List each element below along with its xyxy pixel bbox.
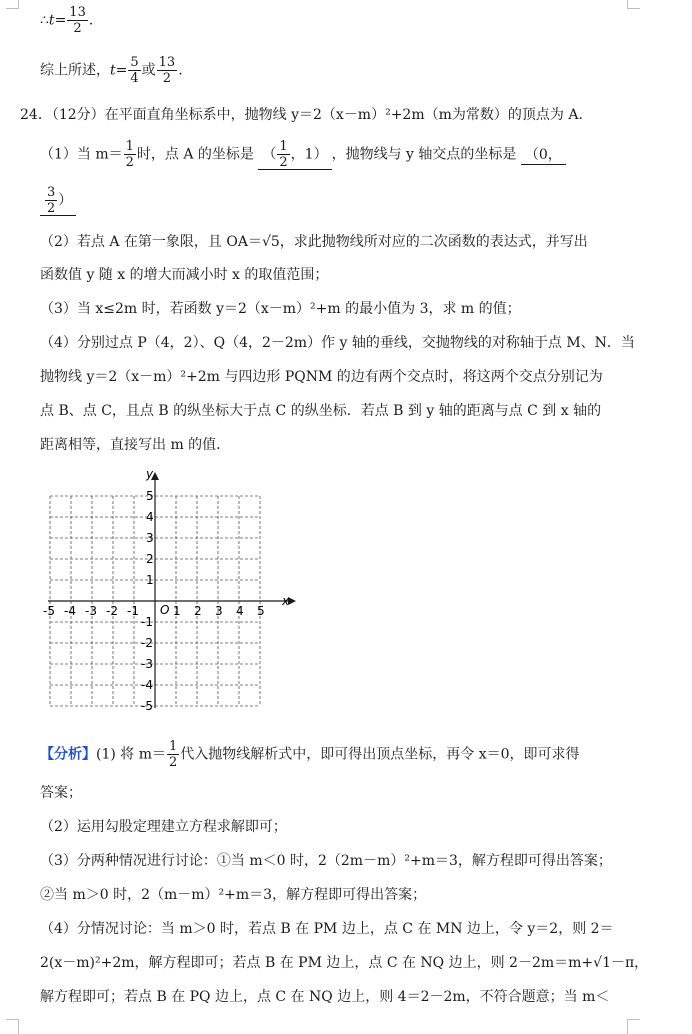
y-tick-label: -2 <box>141 636 153 650</box>
part4-line-4: 距离相等，直接写出 m 的值． <box>40 437 231 453</box>
x-tick-label: 1 <box>173 604 181 618</box>
analysis-line-1-cont: 答案； <box>40 785 82 801</box>
analysis-line-4: ②当 m＞0 时，2（m－m）²+m＝3，解方程即可得出答案； <box>40 887 427 903</box>
part1-answer-continuation <box>40 186 76 216</box>
prev-result-line: ∴t= $\frac{13}{2}$ . <box>40 5 94 36</box>
fraction: $\frac{3}{2}$ <box>47 185 56 216</box>
part2-line-2: 函数值 y 随 x 的增大而减小时 x 的取值范围； <box>40 267 329 283</box>
analysis-line-5: （4）分情况讨论：当 m＞0 时，若点 B 在 PM 边上，点 C 在 MN 边上，令 y＝2，则 2＝ <box>40 921 614 937</box>
coordinate-grid-figure <box>40 466 300 716</box>
x-tick-label: 2 <box>194 604 202 618</box>
part4-line-3: 点 B、点 C，且点 B 的纵坐标大于点 C 的纵坐标．若点 B 到 y 轴的距离与点 C 到 x 轴的 <box>40 403 602 419</box>
fraction: $\frac{1}{2}$ <box>169 739 178 770</box>
page-corner-mark <box>627 0 640 9</box>
prev-summary-line: 综上所述，t= $\frac{5}{4}$ 或 $\frac{13}{2}$ . <box>40 55 183 86</box>
x-axis-label: x <box>282 594 290 608</box>
page-corner-mark <box>627 1019 640 1034</box>
analysis-line-2: （2）运用勾股定理建立方程求解即可； <box>40 819 287 835</box>
y-tick-label: -4 <box>141 678 153 692</box>
y-tick-label: 2 <box>146 552 154 566</box>
y-tick-label: -5 <box>141 699 153 713</box>
x-tick-label: -4 <box>64 604 76 618</box>
analysis-line-7: 解方程即可；若点 B 在 PQ 边上，点 C 在 NQ 边上，则 4＝2－2m，不符合题意；当 m＜ <box>40 989 610 1005</box>
analysis-line-1: 【分析】(1) 将 m＝ $\frac{1}{2}$ 代入抛物线解析式中，即可得出顶点坐标，再令 x＝0，即可求得 <box>40 739 580 770</box>
page-corner-mark <box>6 0 19 9</box>
x-tick-label: -2 <box>106 604 118 618</box>
part1-line: （1）当 m＝ $\frac{1}{2}$ 时，点 A 的坐标是 （ $\frac{1}{2}$ ，1） ，抛物线与 y 轴交点的坐标是 （0， <box>40 140 566 170</box>
x-tick-label: -5 <box>43 604 55 618</box>
question-header: 24．（12分）在平面直角坐标系中，抛物线 y＝2（x－m）²+2m（m为常数）的顶点为 A． <box>20 107 593 123</box>
y-tick-label: -1 <box>141 615 153 629</box>
x-tick-labels <box>43 604 265 618</box>
part2-line-1: （2）若点 A 在第一象限，且 OA＝√5，求此抛物线所对应的二次函数的表达式，并写出 <box>40 234 588 250</box>
part4-line-1: （4）分别过点 P（4，2）、Q（4，2－2m）作 y 轴的垂线，交抛物线的对称轴于点 M、N．当 <box>40 335 635 351</box>
y-tick-label: 4 <box>146 510 154 524</box>
x-tick-label: -3 <box>85 604 97 618</box>
part3-line: （3）当 x≤2m 时，若函数 y＝2（x－m）²+m 的最小值为 3，求 m 的值； <box>40 301 521 317</box>
x-tick-label: 3 <box>215 604 223 618</box>
analysis-line-3: （3）分两种情况进行讨论：①当 m＜0 时，2（2m－m）²+m＝3，解方程即可得出答案； <box>40 853 612 869</box>
y-axis-label: y <box>146 467 154 481</box>
analysis-line-6: 2(x－m)²+2m，解方程即可；若点 B 在 PM 边上，点 C 在 NQ 边上，则 2－2m＝m+√1－π， <box>40 955 649 971</box>
fraction: $\frac{5}{4}$ <box>130 55 139 86</box>
y-tick-label: 1 <box>146 573 154 587</box>
part4-line-2: 抛物线 y＝2（x－m）²+2m 与四边形 PQNM 的边有两个交点时，将这两个交点分别记为 <box>40 369 603 385</box>
answer-blank-intercept-end: $\frac{3}{2}$ ） <box>40 186 76 216</box>
fraction: $\frac{13}{2}$ <box>69 5 86 36</box>
fraction: $\frac{1}{2}$ <box>125 139 134 170</box>
answer-blank-intercept-start: （0， <box>521 144 566 165</box>
page-corner-mark <box>6 1019 19 1034</box>
y-tick-label: 3 <box>146 531 154 545</box>
y-tick-label: 5 <box>146 489 154 503</box>
fraction: $\frac{13}{2}$ <box>158 55 176 86</box>
origin-label: O <box>160 603 170 617</box>
fraction: $\frac{1}{2}$ <box>279 139 288 170</box>
analysis-tag: 【分析】 <box>40 746 96 763</box>
y-tick-label: -3 <box>141 657 153 671</box>
x-tick-label: 4 <box>236 604 244 618</box>
x-axis-arrow <box>288 597 296 605</box>
answer-blank-vertex: （ $\frac{1}{2}$ ，1） <box>258 140 331 170</box>
x-tick-label: -1 <box>127 604 139 618</box>
x-tick-label: 5 <box>257 604 265 618</box>
